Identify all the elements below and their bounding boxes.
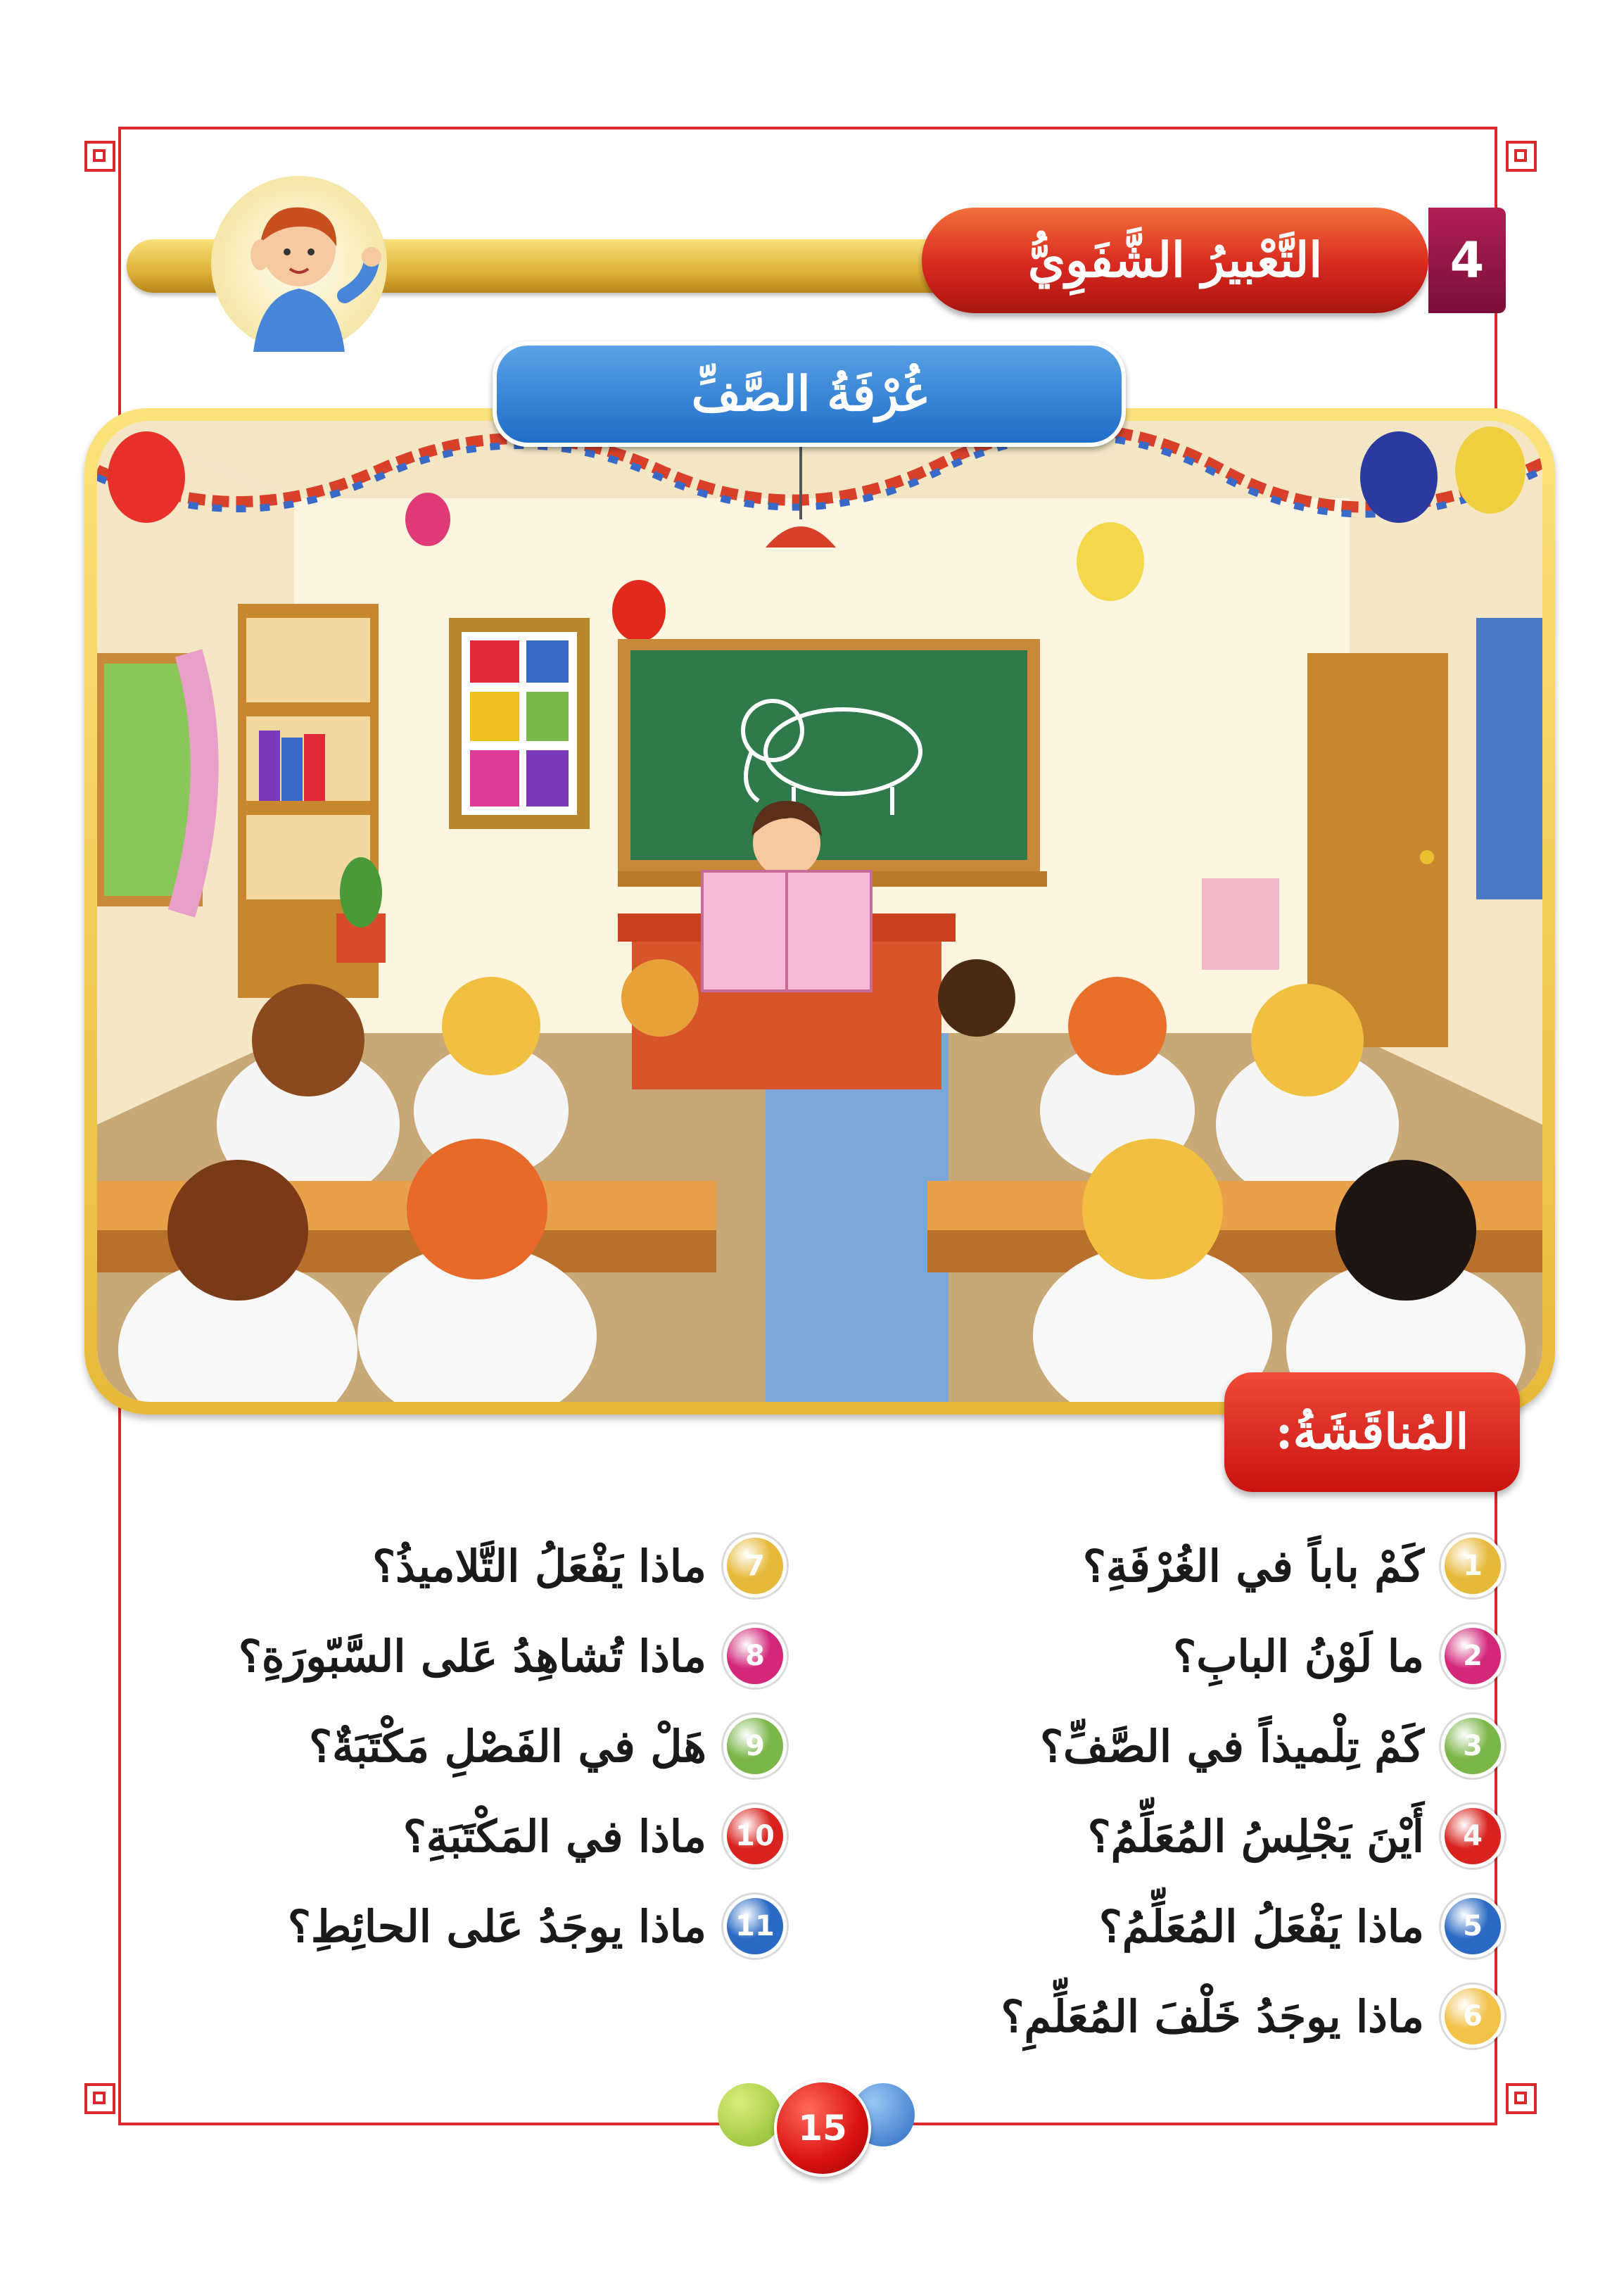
corner-ornament bbox=[84, 2083, 115, 2114]
question-item bbox=[288, 1887, 787, 1965]
lesson-number: 4 bbox=[1428, 208, 1506, 313]
question-number-badge: 6 bbox=[1441, 1985, 1504, 2048]
question-item bbox=[1099, 1887, 1504, 1965]
question-item bbox=[1173, 1617, 1504, 1695]
question-number-badge: 10 bbox=[723, 1804, 787, 1868]
question-number-badge: 8 bbox=[723, 1624, 787, 1688]
question-number-badge: 5 bbox=[1441, 1895, 1504, 1958]
question-text: ماذا تُشاهِدُ عَلى السَّبّورَةِ؟ bbox=[238, 1630, 706, 1682]
question-text: ما لَوْنُ البابِ؟ bbox=[1173, 1630, 1424, 1682]
question-number-badge: 9 bbox=[723, 1714, 787, 1778]
question-text: ماذا يَفْعَلُ التَّلاميذُ؟ bbox=[372, 1540, 706, 1592]
question-item bbox=[1083, 1527, 1504, 1605]
picture-title-banner bbox=[493, 341, 1126, 447]
question-number-badge: 3 bbox=[1441, 1714, 1504, 1778]
question-item bbox=[1001, 1978, 1504, 2055]
question-text: ماذا يَفْعَلُ المُعَلِّمُ؟ bbox=[1098, 1900, 1424, 1952]
discussion-label: المُناقَشَةُ: bbox=[1275, 1404, 1469, 1460]
question-number-badge: 4 bbox=[1441, 1804, 1504, 1868]
question-text: كَمْ تِلْميذاً في الصَّفِّ؟ bbox=[1040, 1720, 1424, 1772]
question-text: ماذا في المَكْتَبَةِ؟ bbox=[402, 1810, 706, 1862]
picture-title: غُرْفَةُ الصَّفِّ bbox=[691, 366, 927, 422]
question-number-badge: 1 bbox=[1441, 1534, 1504, 1598]
question-item bbox=[403, 1797, 787, 1875]
question-text: أَيْنَ يَجْلِسُ المُعَلِّمُ؟ bbox=[1087, 1810, 1424, 1862]
question-number-badge: 2 bbox=[1441, 1624, 1504, 1688]
lesson-title-banner bbox=[922, 208, 1428, 313]
question-text: هَلْ في الفَصْلِ مَكْتَبَةٌ؟ bbox=[309, 1720, 706, 1772]
question-item bbox=[239, 1617, 787, 1695]
discussion-label-banner bbox=[1224, 1372, 1520, 1492]
classroom-illustration bbox=[97, 421, 1542, 1402]
corner-ornament bbox=[84, 141, 115, 172]
lesson-title: التَّعْبيرُ الشَّفَوِيُّ bbox=[1027, 232, 1323, 289]
question-item bbox=[1088, 1797, 1504, 1875]
question-text: ماذا يوجَدُ خَلْفَ المُعَلِّمِ؟ bbox=[1001, 1990, 1424, 2042]
decorative-ball bbox=[718, 2083, 781, 2146]
question-number-badge: 11 bbox=[723, 1895, 787, 1958]
question-number-badge: 7 bbox=[723, 1534, 787, 1598]
question-text: ماذا يوجَدُ عَلى الحائِطِ؟ bbox=[287, 1900, 706, 1952]
corner-ornament bbox=[1506, 141, 1537, 172]
listening-boy-illustration bbox=[211, 176, 387, 352]
page-number: 15 bbox=[774, 2080, 871, 2177]
question-item bbox=[372, 1527, 787, 1605]
corner-ornament bbox=[1506, 2083, 1537, 2114]
question-text: كَمْ باباً في الغُرْفَةِ؟ bbox=[1082, 1540, 1424, 1592]
question-item bbox=[309, 1707, 787, 1785]
question-item bbox=[1040, 1707, 1504, 1785]
